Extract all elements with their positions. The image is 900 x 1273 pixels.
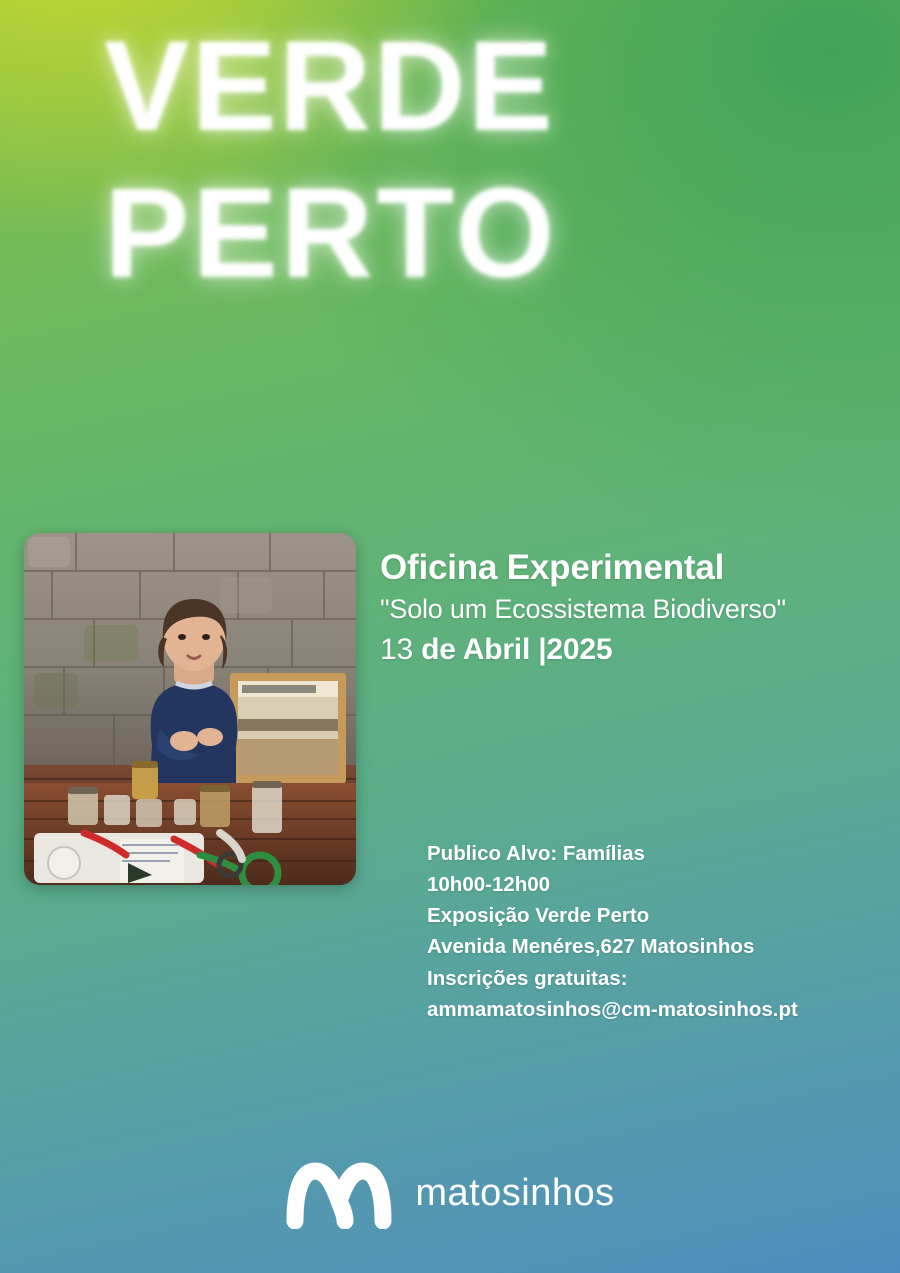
detail-audience: Publico Alvo: Famílias bbox=[427, 842, 645, 865]
detail-time: 10h00-12h00 bbox=[427, 873, 551, 897]
event-photo bbox=[24, 533, 356, 885]
detail-registration-email[interactable]: ammamatosinhos@cm-matosinhos.pt bbox=[427, 997, 798, 1021]
brand-title-line-2: PERTO bbox=[104, 162, 558, 306]
event-headline bbox=[380, 548, 890, 667]
event-date-number: 13 bbox=[380, 633, 422, 667]
footer-logo bbox=[0, 1157, 900, 1229]
matosinhos-wordmark: matosinhos bbox=[415, 1171, 615, 1214]
detail-address: Avenida Menéres,627 Matosinhos bbox=[427, 935, 755, 959]
brand-title bbox=[104, 15, 804, 306]
brand-title-line-1: VERDE bbox=[104, 15, 555, 158]
matosinhos-m-logo-icon bbox=[285, 1157, 393, 1229]
event-details bbox=[427, 838, 887, 1025]
detail-venue: Exposição Verde Perto bbox=[427, 904, 650, 928]
event-title: Oficina Experimental bbox=[380, 548, 725, 587]
event-photo-illustration bbox=[24, 533, 356, 885]
event-date-rest: de Abril |2025 bbox=[421, 633, 613, 667]
detail-registration-label: Inscrições gratuitas: bbox=[427, 966, 628, 990]
event-date bbox=[380, 633, 890, 667]
event-subtitle: "Solo um Ecossistema Biodiverso" bbox=[380, 594, 786, 625]
